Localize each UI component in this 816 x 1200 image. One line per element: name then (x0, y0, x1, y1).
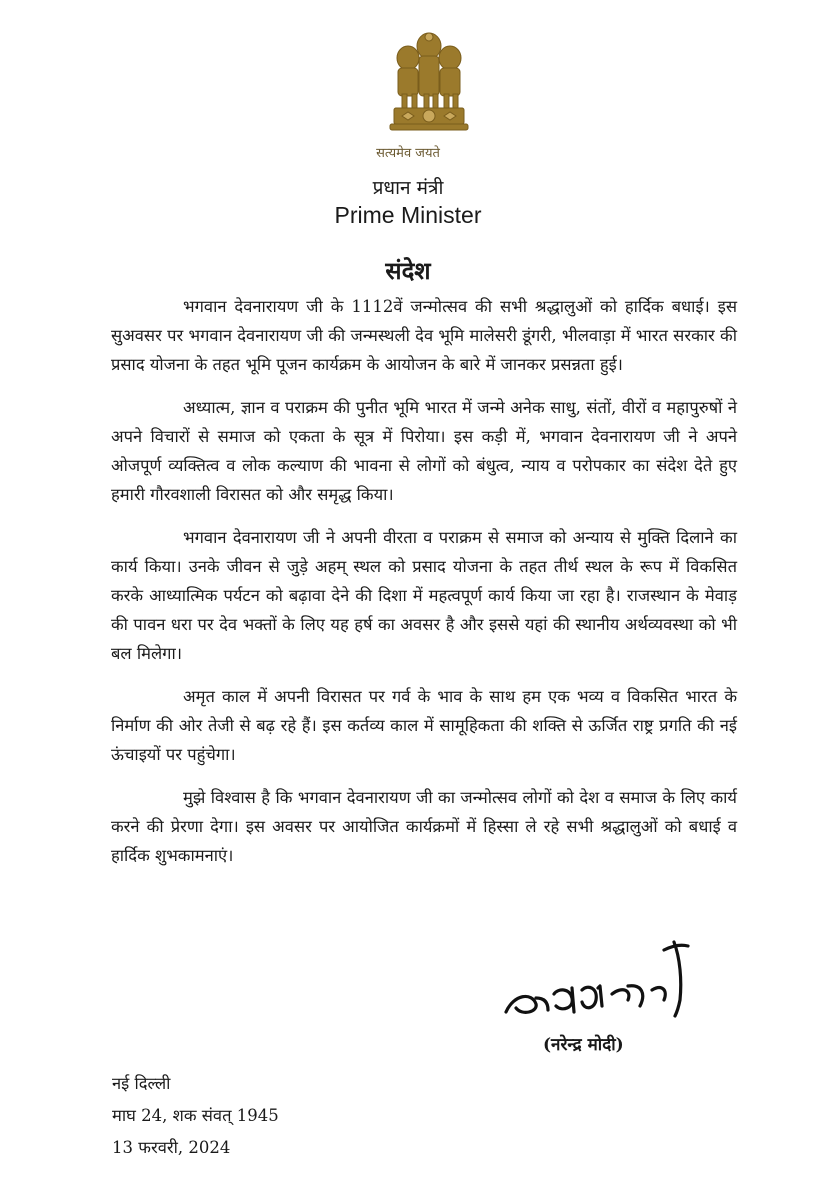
national-emblem-icon (388, 28, 470, 140)
paragraph: अमृत काल में अपनी विरासत पर गर्व के भाव के साथ हम एक भव्य व विकसित भारत के निर्माण की ओर तेजी से बढ़ रहे हैं। इस कर्तव्य काल में सामूहिकता की शक्ति से ऊर्जित राष्ट्र प्रगति की नई ऊंचाइयों पर पहुंचेगा। (111, 687, 737, 764)
paragraph: अध्यात्म, ज्ञान व पराक्रम की पुनीत भूमि भारत में जन्मे अनेक साधु, संतों, वीरों व महापुरुषों ने अपने विचारों से समाज को एकता के सूत्र में पिरोया। इस कड़ी में, भगवान देवनारायण जी ने अपने ओजपूर्ण व्यक्तित्व व लोक कल्याण की भावना से लोगों को बंधुत्व, न्याय व परोपकार का संदेश देते हुए हमारी गौरवशाली विरासत को और समृद्ध किया। (111, 398, 737, 504)
handwritten-signature (492, 928, 702, 1024)
message-heading: संदेश (385, 256, 431, 285)
message-body (111, 292, 737, 884)
signatory-name: (नरेन्द्र मोदी) (543, 1035, 624, 1055)
paragraph: भगवान देवनारायण जी ने अपनी वीरता व पराक्रम से समाज को अन्याय से मुक्ति दिलाने का कार्य किया। उनके जीवन से जुड़े अहम् स्थल को प्रसाद योजना के तहत तीर्थ स्थल के रूप में विकसित करके आध्यात्मिक पर्यटन को बढ़ावा देने की दिशा में महत्वपूर्ण कार्य किया जा रहा है। राजस्थान के मेवाड़ की पावन धरा पर देव भक्तों के लिए यह हर्ष का अवसर है और इससे यहां की स्थानीय अर्थव्यवस्था को भी बल मिलेगा। (111, 528, 737, 663)
date: 13 फरवरी, 2024 (112, 1138, 231, 1157)
place: नई दिल्ली (112, 1074, 171, 1093)
emblem-motto: सत्यमेव जयते (376, 146, 440, 161)
paragraph: मुझे विश्वास है कि भगवान देवनारायण जी का जन्मोत्सव लोगों को देश व समाज के लिए कार्य करने की प्रेरणा देगा। इस अवसर पर आयोजित कार्यक्रमों में हिस्सा ले रहे सभी श्रद्धालुओं को बधाई व हार्दिक शुभकामनाएं। (111, 788, 737, 865)
office-title-english: Prime Minister (334, 202, 482, 228)
paragraph: भगवान देवनारायण जी के 1112वें जन्मोत्सव की सभी श्रद्धालुओं को हार्दिक बधाई। इस सुअवसर पर भगवान देवनारायण जी की जन्मस्थली देव भूमि मालेसरी डूंगरी, भीलवाड़ा में भारत सरकार की प्रसाद योजना के तहत भूमि पूजन कार्यक्रम के आयोजन के बारे में जानकर प्रसन्नता हुई। (111, 297, 737, 374)
place-date-block (112, 1068, 279, 1164)
office-title-hindi: प्रधान मंत्री (372, 177, 444, 199)
samvat-date: माघ 24, शक संवत् 1945 (112, 1106, 279, 1125)
